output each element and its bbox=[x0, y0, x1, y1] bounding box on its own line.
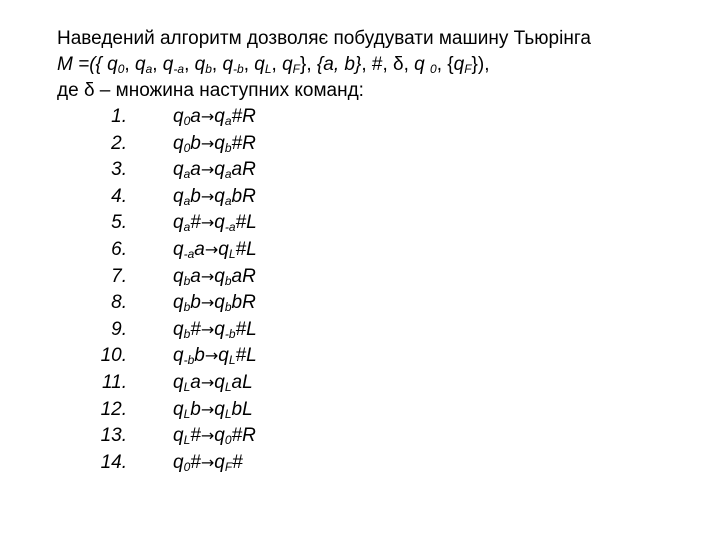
command-number: 4. bbox=[111, 185, 127, 207]
command-row bbox=[0, 157, 720, 184]
arrow-icon: → bbox=[200, 107, 215, 126]
command-rule: $q_a\#\to q_{-a}\#L$ bbox=[173, 212, 257, 235]
read-symbol: a bbox=[190, 265, 201, 287]
command-rule: $q_{-b}b\to q_L\#L$ bbox=[173, 345, 257, 368]
from-state: a bbox=[183, 167, 191, 182]
read-symbol: b bbox=[190, 292, 201, 314]
arrow-icon: → bbox=[200, 133, 215, 153]
command-number: 6. bbox=[111, 238, 127, 260]
state-subscript: a bbox=[145, 62, 153, 76]
command-row bbox=[0, 104, 720, 131]
command-row bbox=[0, 317, 720, 344]
command-rule: $q_La\to q_LaL$ bbox=[173, 371, 253, 394]
to-state: L bbox=[228, 353, 236, 368]
from-state: 0 bbox=[183, 114, 191, 128]
write-symbol: b bbox=[231, 398, 243, 420]
read-symbol: b bbox=[190, 132, 201, 154]
read-symbol: a bbox=[190, 159, 201, 181]
arrow-icon: → bbox=[204, 346, 219, 366]
arrow-icon: → bbox=[200, 186, 215, 206]
state-subscript: b bbox=[205, 62, 212, 76]
to-state: L bbox=[228, 246, 236, 261]
read-symbol: a bbox=[194, 238, 205, 260]
command-rule: $q_ab\to q_abR$ bbox=[173, 185, 256, 208]
state-list: $q_0$, $q_a$, $q_{-a}$, $q_b$, $q_{-b}$, $q_L$, $q_F$ bbox=[107, 54, 301, 76]
command-number: 7. bbox=[111, 265, 127, 287]
write-symbol: a bbox=[231, 265, 243, 287]
command-number: 11. bbox=[101, 371, 127, 393]
command-number: 2. bbox=[111, 132, 127, 154]
read-symbol: a bbox=[190, 371, 201, 393]
state-symbol: $q_a$ bbox=[129, 54, 153, 76]
read-symbol: b bbox=[194, 345, 205, 367]
command-rule: $q_0\#\to q_F\#$ bbox=[173, 451, 243, 474]
read-symbol: # bbox=[190, 425, 201, 447]
command-rule: $q_ba\to q_baR$ bbox=[173, 265, 256, 288]
command-row bbox=[0, 343, 720, 370]
command-row bbox=[0, 423, 720, 450]
move-direction: R bbox=[242, 292, 256, 314]
move-direction: L bbox=[246, 345, 257, 367]
state-subscript: -b bbox=[233, 62, 244, 76]
move-direction: R bbox=[242, 132, 256, 154]
intro-line-3 bbox=[57, 78, 591, 104]
command-number: 5. bbox=[111, 212, 127, 234]
to-state: L bbox=[224, 379, 232, 394]
machine-prefix: M =({ bbox=[57, 54, 102, 75]
from-state: L bbox=[183, 379, 191, 394]
machine-definition: M =({ $q_0$, $q_a$, $q_{-a}$, $q_b$, $q_{-b}$, $q_L$, $q_F$}, {a, b}, #, δ, q $_0$, $\{q_F\}$), bbox=[57, 54, 490, 76]
from-state: b bbox=[183, 326, 191, 341]
arrow-icon: → bbox=[200, 399, 215, 419]
command-list bbox=[0, 104, 720, 476]
command-number: 10. bbox=[100, 345, 127, 367]
read-symbol: b bbox=[190, 185, 201, 207]
write-symbol: # bbox=[231, 132, 243, 154]
command-rule: $q_bb\to q_bbR$ bbox=[173, 292, 256, 315]
read-symbol: # bbox=[190, 451, 201, 473]
state-subscript: L bbox=[264, 62, 272, 76]
command-rule: $q_L\#\to q_0\#R$ bbox=[173, 425, 256, 448]
arrow-icon: → bbox=[204, 239, 219, 259]
arrow-icon: → bbox=[200, 372, 215, 392]
move-direction: L bbox=[246, 212, 257, 234]
command-number: 3. bbox=[111, 159, 127, 181]
write-symbol: # bbox=[235, 212, 247, 234]
arrow-icon: → bbox=[200, 426, 215, 446]
to-state: b bbox=[224, 140, 232, 155]
intro-text bbox=[57, 26, 591, 104]
state-symbol: $q_{-a}$ bbox=[157, 54, 185, 76]
command-rule: $q_aa\to q_aaR$ bbox=[173, 159, 256, 182]
final-state: $q_F$ bbox=[453, 54, 472, 76]
from-state: b bbox=[183, 273, 191, 288]
command-rule: $q_0a\to q_a\#R$ bbox=[173, 106, 256, 128]
write-symbol: # bbox=[232, 451, 243, 473]
delta-symbol: δ bbox=[393, 54, 404, 75]
read-symbol: a bbox=[190, 106, 201, 127]
command-row bbox=[0, 290, 720, 317]
to-state: -b bbox=[224, 326, 236, 341]
from-state: L bbox=[183, 433, 191, 448]
to-state: 0 bbox=[224, 433, 232, 448]
arrow-icon: → bbox=[200, 266, 215, 286]
state-symbol: $q_L$ bbox=[248, 54, 272, 76]
to-state: F bbox=[224, 459, 233, 474]
write-symbol: b bbox=[231, 292, 243, 314]
write-symbol: # bbox=[231, 425, 243, 447]
arrow-icon: → bbox=[200, 160, 215, 180]
state-symbol: $q_0$ bbox=[107, 54, 125, 76]
command-row bbox=[0, 131, 720, 158]
command-number: 8. bbox=[111, 292, 127, 314]
from-state: a bbox=[183, 220, 191, 235]
from-state: 0 bbox=[183, 140, 191, 155]
delta-symbol-2: δ bbox=[83, 80, 95, 101]
write-symbol: # bbox=[231, 106, 243, 127]
from-state: -a bbox=[183, 246, 195, 261]
arrow-icon: → bbox=[200, 319, 215, 339]
move-direction: R bbox=[242, 185, 256, 207]
move-direction: R bbox=[242, 159, 256, 181]
start-state: q $_0$ bbox=[414, 54, 437, 76]
write-symbol: b bbox=[231, 185, 243, 207]
write-symbol: a bbox=[231, 159, 243, 181]
where-word: де bbox=[57, 80, 79, 101]
command-number: 12. bbox=[100, 398, 127, 420]
from-state: 0 bbox=[183, 459, 191, 474]
command-rule: $q_{-a}a\to q_L\#L$ bbox=[173, 238, 257, 261]
state-symbol: $q_F$ bbox=[276, 54, 301, 76]
to-state: a bbox=[224, 114, 232, 128]
move-direction: L bbox=[246, 238, 257, 260]
from-state: -b bbox=[183, 353, 195, 368]
to-state: -a bbox=[224, 220, 236, 235]
command-number: 1. bbox=[111, 106, 127, 127]
from-state: a bbox=[183, 193, 191, 208]
to-state: L bbox=[224, 406, 232, 421]
read-symbol: # bbox=[190, 212, 201, 234]
command-number: 9. bbox=[111, 318, 127, 340]
command-row bbox=[0, 370, 720, 397]
state-subscript: -a bbox=[173, 62, 185, 76]
arrow-icon: → bbox=[200, 452, 215, 472]
move-direction: L bbox=[246, 318, 257, 340]
to-state: a bbox=[224, 167, 232, 182]
move-direction: R bbox=[242, 265, 256, 287]
command-number: 14. bbox=[100, 451, 127, 473]
state-symbol: $q_b$ bbox=[189, 54, 212, 76]
intro-line-1: Наведений алгоритм дозволяє побудувати машину Тьюрінга bbox=[57, 28, 591, 49]
alphabet: {a, b} bbox=[316, 54, 362, 75]
command-set-label: – множина наступних команд: bbox=[99, 80, 364, 101]
state-symbol: $q_{-b}$ bbox=[217, 54, 244, 76]
move-direction: L bbox=[242, 398, 253, 420]
from-state: L bbox=[183, 406, 191, 421]
arrow-icon: → bbox=[200, 293, 215, 313]
write-symbol: a bbox=[231, 371, 243, 393]
to-state: a bbox=[224, 193, 232, 208]
command-number: 13. bbox=[100, 425, 127, 447]
command-row bbox=[0, 450, 720, 477]
command-row bbox=[0, 210, 720, 237]
read-symbol: # bbox=[190, 318, 201, 340]
move-direction: L bbox=[242, 371, 253, 393]
command-row bbox=[0, 264, 720, 291]
command-row bbox=[0, 184, 720, 211]
command-rule: $q_0b\to q_b\#R$ bbox=[173, 132, 256, 155]
command-rule: $q_Lb\to q_LbL$ bbox=[173, 398, 253, 421]
move-direction: R bbox=[242, 106, 256, 127]
write-symbol: # bbox=[235, 318, 247, 340]
arrow-icon: → bbox=[200, 213, 215, 233]
command-row bbox=[0, 397, 720, 424]
command-rule: $q_b\#\to q_{-b}\#L$ bbox=[173, 318, 257, 341]
write-symbol: # bbox=[235, 238, 247, 260]
move-direction: R bbox=[242, 425, 256, 447]
to-state: b bbox=[224, 273, 232, 288]
command-row bbox=[0, 237, 720, 264]
write-symbol: # bbox=[235, 345, 247, 367]
from-state: b bbox=[183, 300, 191, 315]
read-symbol: b bbox=[190, 398, 201, 420]
state-subscript: 0 bbox=[117, 62, 125, 76]
blank-symbol: # bbox=[371, 54, 383, 75]
state-subscript: F bbox=[292, 62, 301, 76]
to-state: b bbox=[224, 300, 232, 315]
